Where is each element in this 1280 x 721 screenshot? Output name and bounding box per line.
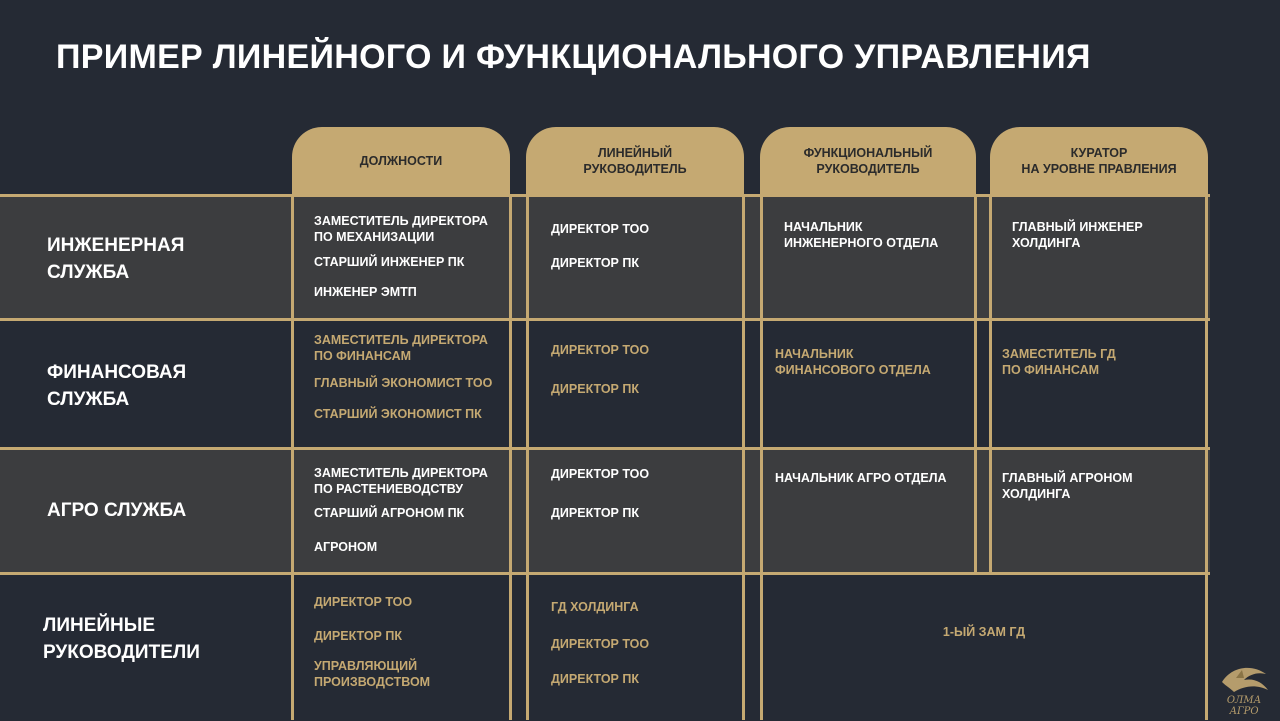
grid-line: [1205, 194, 1208, 720]
position-item: СТАРШИЙ АГРОНОМ ПК: [314, 506, 465, 520]
curator: ГЛАВНЫЙ ИНЖЕНЕР ХОЛДИНГА: [1012, 220, 1143, 250]
functional-manager: НАЧАЛЬНИК АГРО ОТДЕЛА: [775, 471, 947, 485]
position-item: ДИРЕКТОР ТОО: [314, 595, 413, 609]
grid-line: [291, 194, 294, 720]
grid-line: [0, 447, 1210, 450]
position-item: ГЛАВНЫЙ ЭКОНОМИСТ ТОО: [314, 376, 493, 390]
page-title: ПРИМЕР ЛИНЕЙНОГО И ФУНКЦИОНАЛЬНОГО УПРАВЛЕНИЯ: [56, 38, 1091, 76]
line-manager-item: ГД ХОЛДИНГА: [551, 600, 639, 614]
grid-line: [760, 194, 763, 720]
functional-manager: НАЧАЛЬНИК ИНЖЕНЕРНОГО ОТДЕЛА: [784, 220, 939, 250]
grid-line: [989, 194, 992, 574]
grid-line: [526, 194, 529, 720]
line-manager-item: ДИРЕКТОР ПК: [551, 672, 639, 686]
position-item: УПРАВЛЯЮЩИЙ ПРОИЗВОДСТВОМ: [314, 659, 431, 689]
grid-line: [742, 194, 745, 720]
svg-text:ОЛМА: ОЛМА: [1226, 695, 1262, 706]
position-item: АГРОНОМ: [314, 540, 378, 554]
line-manager-item: ДИРЕКТОР ТОО: [551, 343, 650, 357]
curator: ЗАМЕСТИТЕЛЬ ГД ПО ФИНАНСАМ: [1002, 347, 1116, 377]
grid-line: [0, 318, 1210, 321]
line-manager-item: ДИРЕКТОР ПК: [551, 256, 639, 270]
position-item: ЗАМЕСТИТЕЛЬ ДИРЕКТОРА ПО МЕХАНИЗАЦИИ: [314, 214, 488, 244]
line-manager-item: ДИРЕКТОР ПК: [551, 382, 639, 396]
row-label-line-managers: ЛИНЕЙНЫЕ РУКОВОДИТЕЛИ: [43, 615, 200, 663]
position-item: ДИРЕКТОР ПК: [314, 629, 402, 643]
header-positions: ДОЛЖНОСТИ: [292, 127, 510, 195]
position-item: СТАРШИЙ ЭКОНОМИСТ ПК: [314, 407, 482, 421]
position-item: СТАРШИЙ ИНЖЕНЕР ПК: [314, 255, 465, 269]
row-label-finance: ФИНАНСОВАЯ СЛУЖБА: [47, 362, 187, 410]
row-label-agro: АГРО СЛУЖБА: [47, 500, 187, 521]
line-manager-item: ДИРЕКТОР ТОО: [551, 637, 650, 651]
grid-line: [974, 194, 977, 574]
grid-line: [0, 572, 1210, 575]
header-line-manager: ЛИНЕЙНЫЙ РУКОВОДИТЕЛЬ: [526, 127, 744, 195]
line-manager-item: ДИРЕКТОР ТОО: [551, 222, 650, 236]
position-item: ЗАМЕСТИТЕЛЬ ДИРЕКТОРА ПО РАСТЕНИЕВОДСТВУ: [314, 466, 488, 496]
line-manager-item: ДИРЕКТОР ПК: [551, 506, 639, 520]
position-item: ЗАМЕСТИТЕЛЬ ДИРЕКТОРА ПО ФИНАНСАМ: [314, 333, 488, 363]
grid-line: [509, 194, 512, 720]
merged-curator: 1-ЫЙ ЗАМ ГД: [942, 625, 1026, 639]
curator: ГЛАВНЫЙ АГРОНОМ ХОЛДИНГА: [1002, 471, 1133, 501]
functional-manager: НАЧАЛЬНИК ФИНАНСОВОГО ОТДЕЛА: [775, 347, 931, 377]
header-curator: КУРАТОР НА УРОВНЕ ПРАВЛЕНИЯ: [990, 127, 1208, 195]
header-functional-manager: ФУНКЦИОНАЛЬНЫЙ РУКОВОДИТЕЛЬ: [760, 127, 976, 195]
line-manager-item: ДИРЕКТОР ТОО: [551, 467, 650, 481]
grid-line: [0, 194, 1210, 197]
company-logo: [1214, 660, 1274, 716]
row-label-engineering: ИНЖЕНЕРНАЯ СЛУЖБА: [47, 235, 185, 283]
position-item: ИНЖЕНЕР ЭМТП: [314, 285, 417, 299]
svg-text:АГРО: АГРО: [1229, 706, 1259, 716]
